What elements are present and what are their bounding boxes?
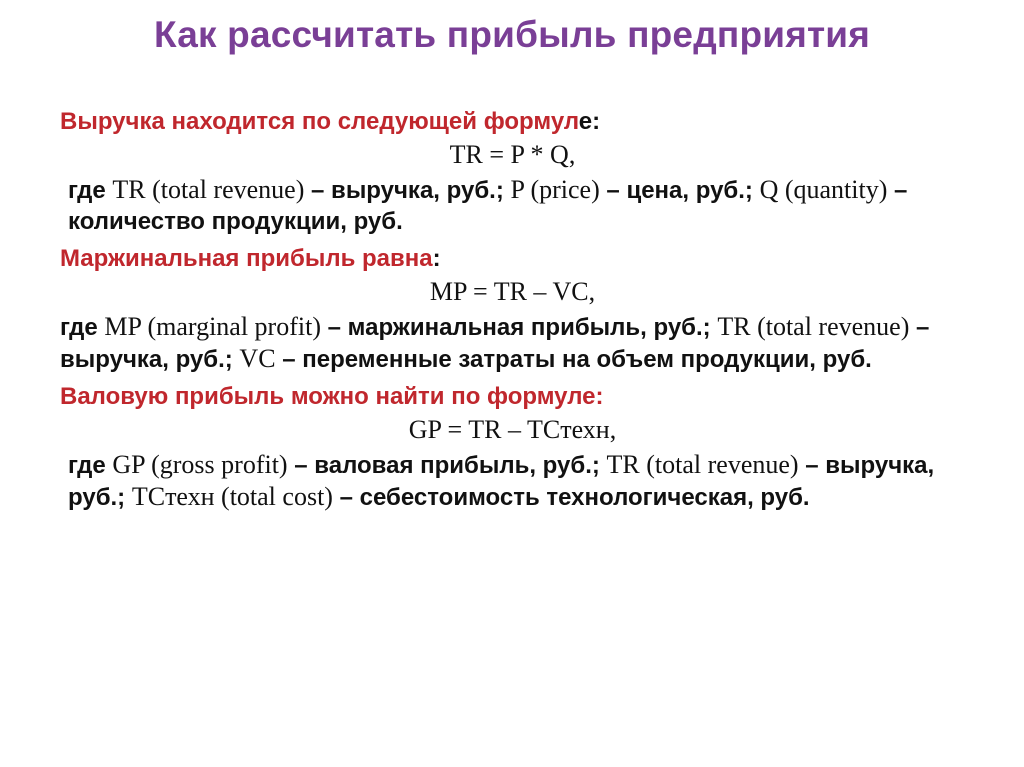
- description-run: TR (total revenue): [112, 175, 305, 204]
- description-run: MP (marginal profit): [104, 312, 321, 341]
- description-run: – цена, руб.;: [599, 177, 760, 204]
- description-run: – количество продукции, руб.: [68, 177, 908, 235]
- description-run: – выручка, руб.;: [60, 314, 930, 373]
- description-run: где: [68, 177, 113, 204]
- gross-profit-description: [60, 449, 965, 513]
- marginal-profit-heading-tail: :: [432, 245, 441, 272]
- description-run: – себестоимость технологическая, руб.: [332, 484, 810, 511]
- description-run: – валовая прибыль, руб.;: [287, 452, 607, 479]
- revenue-heading-tail: е:: [578, 108, 601, 135]
- description-run: – переменные затраты на объем продукции, руб.: [275, 346, 872, 373]
- revenue-heading-text: Выручка находится по следующей формул: [60, 108, 579, 135]
- description-run: TR (total revenue): [717, 312, 910, 341]
- description-run: где: [60, 314, 105, 341]
- gross-profit-heading: [60, 381, 965, 412]
- revenue-description: [60, 174, 965, 237]
- description-run: TR (total revenue): [606, 450, 799, 479]
- marginal-profit-heading: [60, 243, 965, 274]
- gross-profit-heading-text: Валовую прибыль можно найти по формуле:: [60, 383, 604, 410]
- page-title: Как рассчитать прибыль предприятия: [153, 14, 871, 55]
- slide-body: [60, 100, 965, 513]
- description-run: GP (gross profit): [112, 450, 288, 479]
- marginal-profit-description: [60, 311, 965, 375]
- marginal-profit-heading-text: Маржинальная прибыль равна: [60, 245, 433, 272]
- revenue-formula: TR = P * Q,: [449, 140, 576, 169]
- description-run: TCтехн (total cost): [131, 482, 333, 511]
- description-run: VC: [239, 344, 276, 373]
- description-run: – выручка, руб.;: [68, 452, 935, 511]
- gross-profit-formula: GP = TR – TCтехн,: [408, 415, 617, 444]
- description-run: где: [68, 452, 113, 479]
- description-run: Q (quantity): [759, 175, 888, 204]
- description-run: P (price): [510, 175, 600, 204]
- description-run: – выручка, руб.;: [304, 177, 511, 204]
- revenue-heading: [60, 106, 965, 137]
- description-run: – маржинальная прибыль, руб.;: [320, 314, 718, 341]
- marginal-profit-formula: MP = TR – VC,: [429, 277, 596, 306]
